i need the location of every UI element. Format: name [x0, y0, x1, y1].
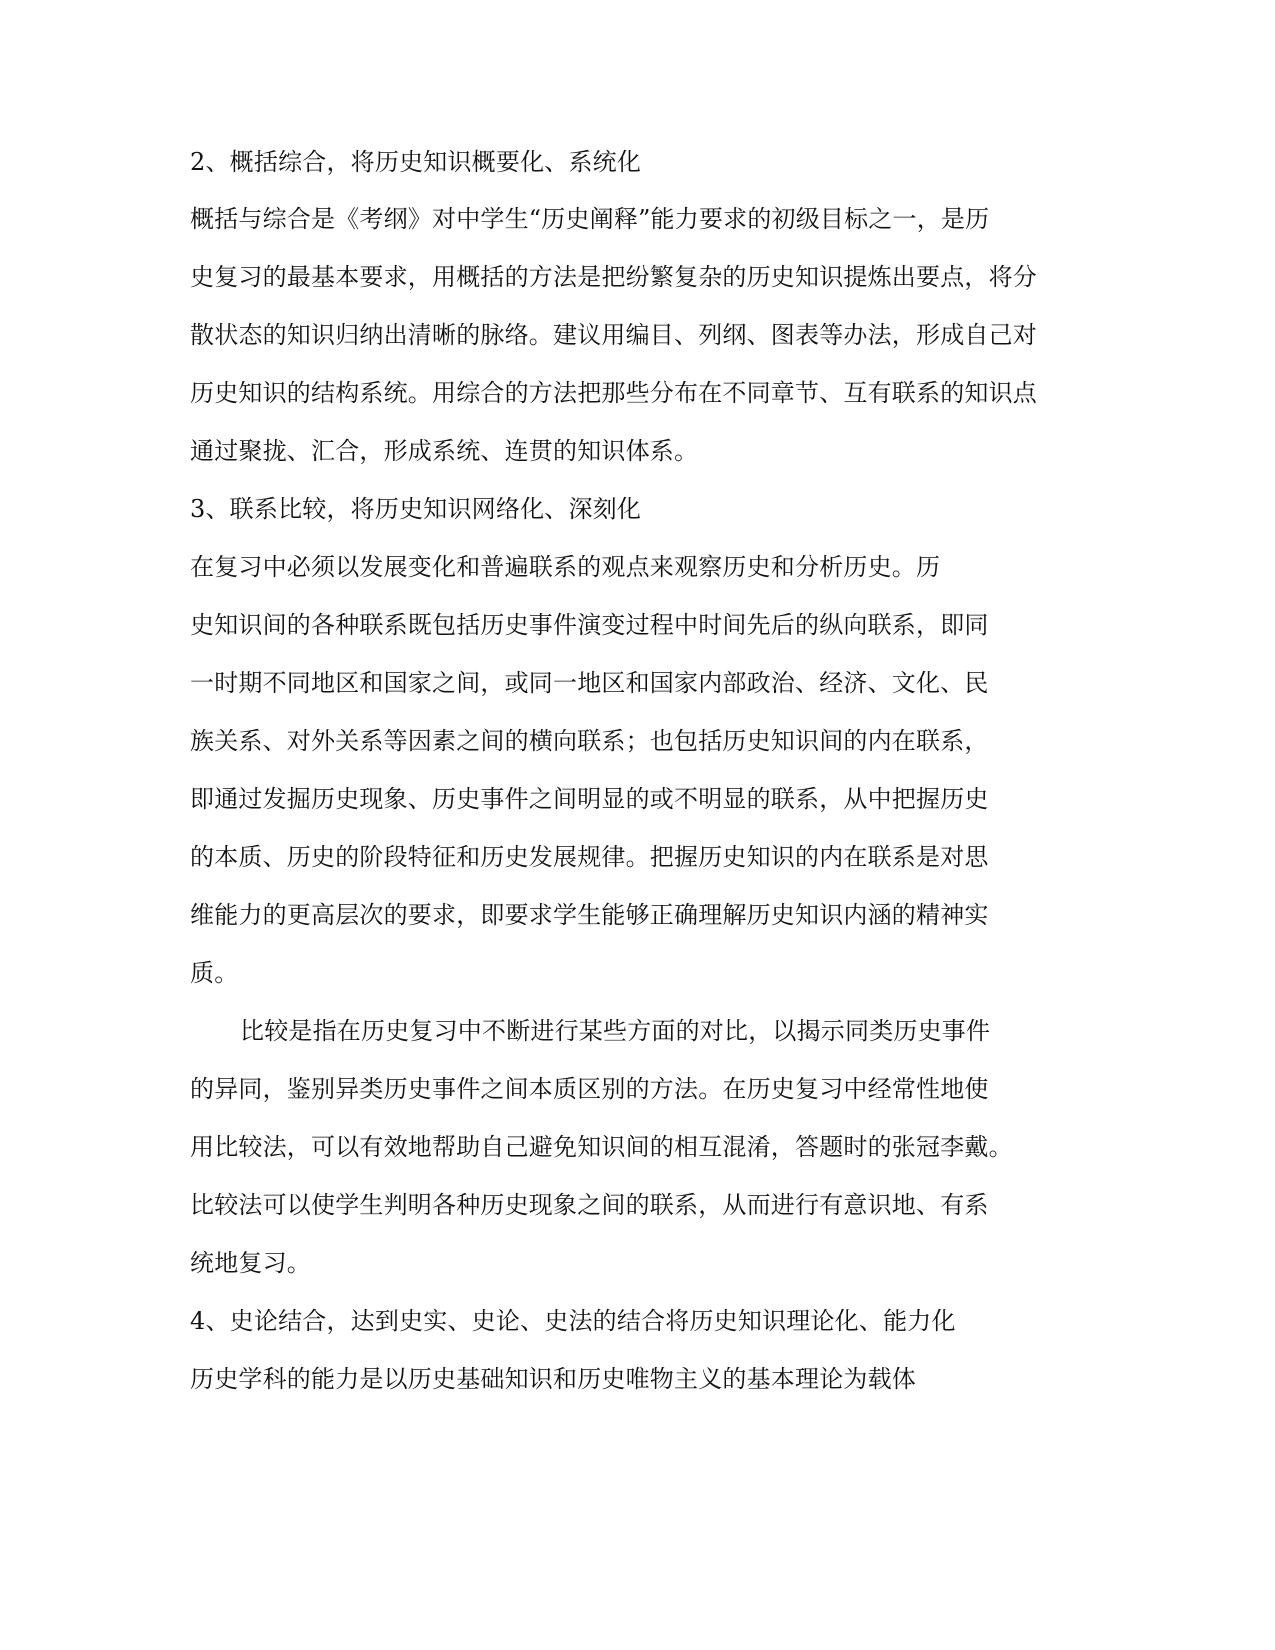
paragraph-line: 比较法可以使学生判明各种历史现象之间的联系，从而进行有意识地、有系: [190, 1191, 989, 1219]
paragraph-line: 概括与综合是《考纲》对中学生“历史阐释”能力要求的初级目标之一，是历: [190, 205, 990, 233]
paragraph-line: 统地复习。: [190, 1249, 311, 1277]
paragraph-line: 质。: [190, 959, 239, 987]
paragraph-line: 的本质、历史的阶段特征和历史发展规律。把握历史知识的内在联系是对思: [190, 843, 989, 871]
heading-4: 4、史论结合，达到史实、史论、史法的结合将历史知识理论化、能力化: [190, 1307, 956, 1335]
paragraph-line: 族关系、对外关系等因素之间的横向联系；也包括历史知识间的内在联系，: [190, 727, 989, 755]
paragraph-line: 散状态的知识归纳出清晰的脉络。建议用编目、列纲、图表等办法，形成自己对: [190, 321, 1037, 349]
paragraph-line: 维能力的更高层次的要求，即要求学生能够正确理解历史知识内涵的精神实: [190, 901, 989, 929]
heading-2: 2、概括综合，将历史知识概要化、系统化: [190, 148, 642, 176]
paragraph-line: 一时期不同地区和国家之间，或同一地区和国家内部政治、经济、文化、民: [190, 669, 989, 697]
paragraph-line: 通过聚拢、汇合，形成系统、连贯的知识体系。: [190, 437, 699, 465]
paragraph-line: 的异同，鉴别异类历史事件之间本质区别的方法。在历史复习中经常性地使: [190, 1075, 989, 1103]
paragraph-line: 历史学科的能力是以历史基础知识和历史唯物主义的基本理论为载体: [190, 1365, 916, 1393]
paragraph-line: 史复习的最基本要求，用概括的方法是把纷繁复杂的历史知识提炼出要点，将分: [190, 263, 1037, 291]
paragraph-line: 历史知识的结构系统。用综合的方法把那些分布在不同章节、互有联系的知识点: [190, 379, 1037, 407]
paragraph-line: 即通过发掘历史现象、历史事件之间明显的或不明显的联系，从中把握历史: [190, 785, 989, 813]
paragraph-line: 用比较法，可以有效地帮助自己避免知识间的相互混淆，答题时的张冠李戴。: [190, 1133, 1013, 1161]
paragraph-line: 在复习中必须以发展变化和普遍联系的观点来观察历史和分析历史。历: [190, 553, 941, 581]
heading-3: 3、联系比较，将历史知识网络化、深刻化: [190, 495, 642, 523]
paragraph-line: 比较是指在历史复习中不断进行某些方面的对比，以揭示同类历史事件: [240, 1017, 991, 1045]
paragraph-line: 史知识间的各种联系既包括历史事件演变过程中时间先后的纵向联系，即同: [190, 611, 989, 639]
